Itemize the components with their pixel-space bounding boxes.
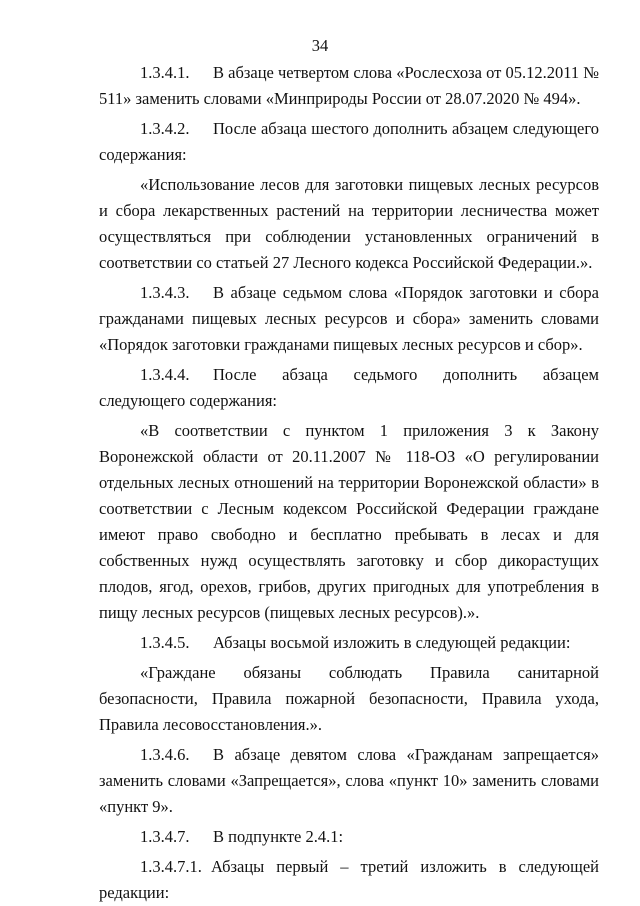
paragraph-text: Абзацы первый – третий изложить в следующей редакции: <box>99 857 599 902</box>
paragraph-1-3-4-6 <box>99 742 599 820</box>
paragraph-number: 1.3.4.3. <box>140 283 190 302</box>
paragraph-1-3-4-2 <box>99 116 599 168</box>
paragraph-1-3-4-4 <box>99 362 599 414</box>
paragraph-text: В абзаце девятом слова «Гражданам запрещается» заменить словами «Запрещается», слова «пункт 10» заменить словами «пункт 9». <box>99 745 599 816</box>
paragraph-1-3-4-1 <box>99 60 599 112</box>
paragraph-text: «В соответствии с пунктом 1 приложения 3 к Закону Воронежской области от 20.11.2007 № 118-ОЗ «О регулировании отдельных лесных отношений на территории Воронежской области» в соответствии с Лесным кодексом Российской Федерации граждане имеют право свободно и бесплатно пребывать в лесах и для собственных нужд осуществлять заготовку и сбор дикорастущих плодов, ягод, орехов, грибов, других пригодных для употребления в пищу лесных ресурсов (пищевых лесных ресурсов).». <box>99 421 599 622</box>
paragraph-1-3-4-7 <box>99 824 599 850</box>
quoted-paragraph-voronezh-law <box>99 418 599 626</box>
paragraph-1-3-4-7-1 <box>99 854 599 906</box>
paragraph-text: В абзаце четвертом слова «Рослесхоза от 05.12.2011 № 511» заменить словами «Минприроды России от 28.07.2020 № 494». <box>99 63 599 108</box>
paragraph-number: 1.3.4.7.1. <box>140 857 202 876</box>
paragraph-1-3-4-3 <box>99 280 599 358</box>
paragraph-number: 1.3.4.4. <box>140 365 190 384</box>
paragraph-number: 1.3.4.6. <box>140 745 190 764</box>
paragraph-number: 1.3.4.2. <box>140 119 190 138</box>
paragraph-text: В подпункте 2.4.1: <box>213 827 344 846</box>
page-number: 34 <box>311 36 329 55</box>
paragraph-text: «Использование лесов для заготовки пищевых лесных ресурсов и сбора лекарственных растений на территории лесничества может осуществляться при соблюдении установленных ограничений в соответствии со статьей 27 Лесного кодекса Российской Федерации.». <box>99 175 599 272</box>
quoted-paragraph-rules <box>99 660 599 738</box>
paragraph-text: После абзаца шестого дополнить абзацем следующего содержания: <box>99 119 599 164</box>
paragraph-number: 1.3.4.1. <box>140 63 190 82</box>
quoted-paragraph-forest-use <box>99 172 599 276</box>
paragraph-text: Абзацы восьмой изложить в следующей редакции: <box>213 633 571 652</box>
paragraph-number: 1.3.4.5. <box>140 633 190 652</box>
paragraph-number: 1.3.4.7. <box>140 827 190 846</box>
paragraph-text: После абзаца седьмого дополнить абзацем следующего содержания: <box>99 365 599 410</box>
document-body <box>99 60 599 906</box>
paragraph-text: «Граждане обязаны соблюдать Правила санитарной безопасности, Правила пожарной безопасности, Правила ухода, Правила лесовосстановления.». <box>99 663 599 734</box>
paragraph-text: В абзаце седьмом слова «Порядок заготовки и сбора гражданами пищевых лесных ресурсов и сбора» заменить словами «Порядок заготовки гражданами пищевых лесных ресурсов и сбор». <box>99 283 599 354</box>
paragraph-1-3-4-5 <box>99 630 599 656</box>
